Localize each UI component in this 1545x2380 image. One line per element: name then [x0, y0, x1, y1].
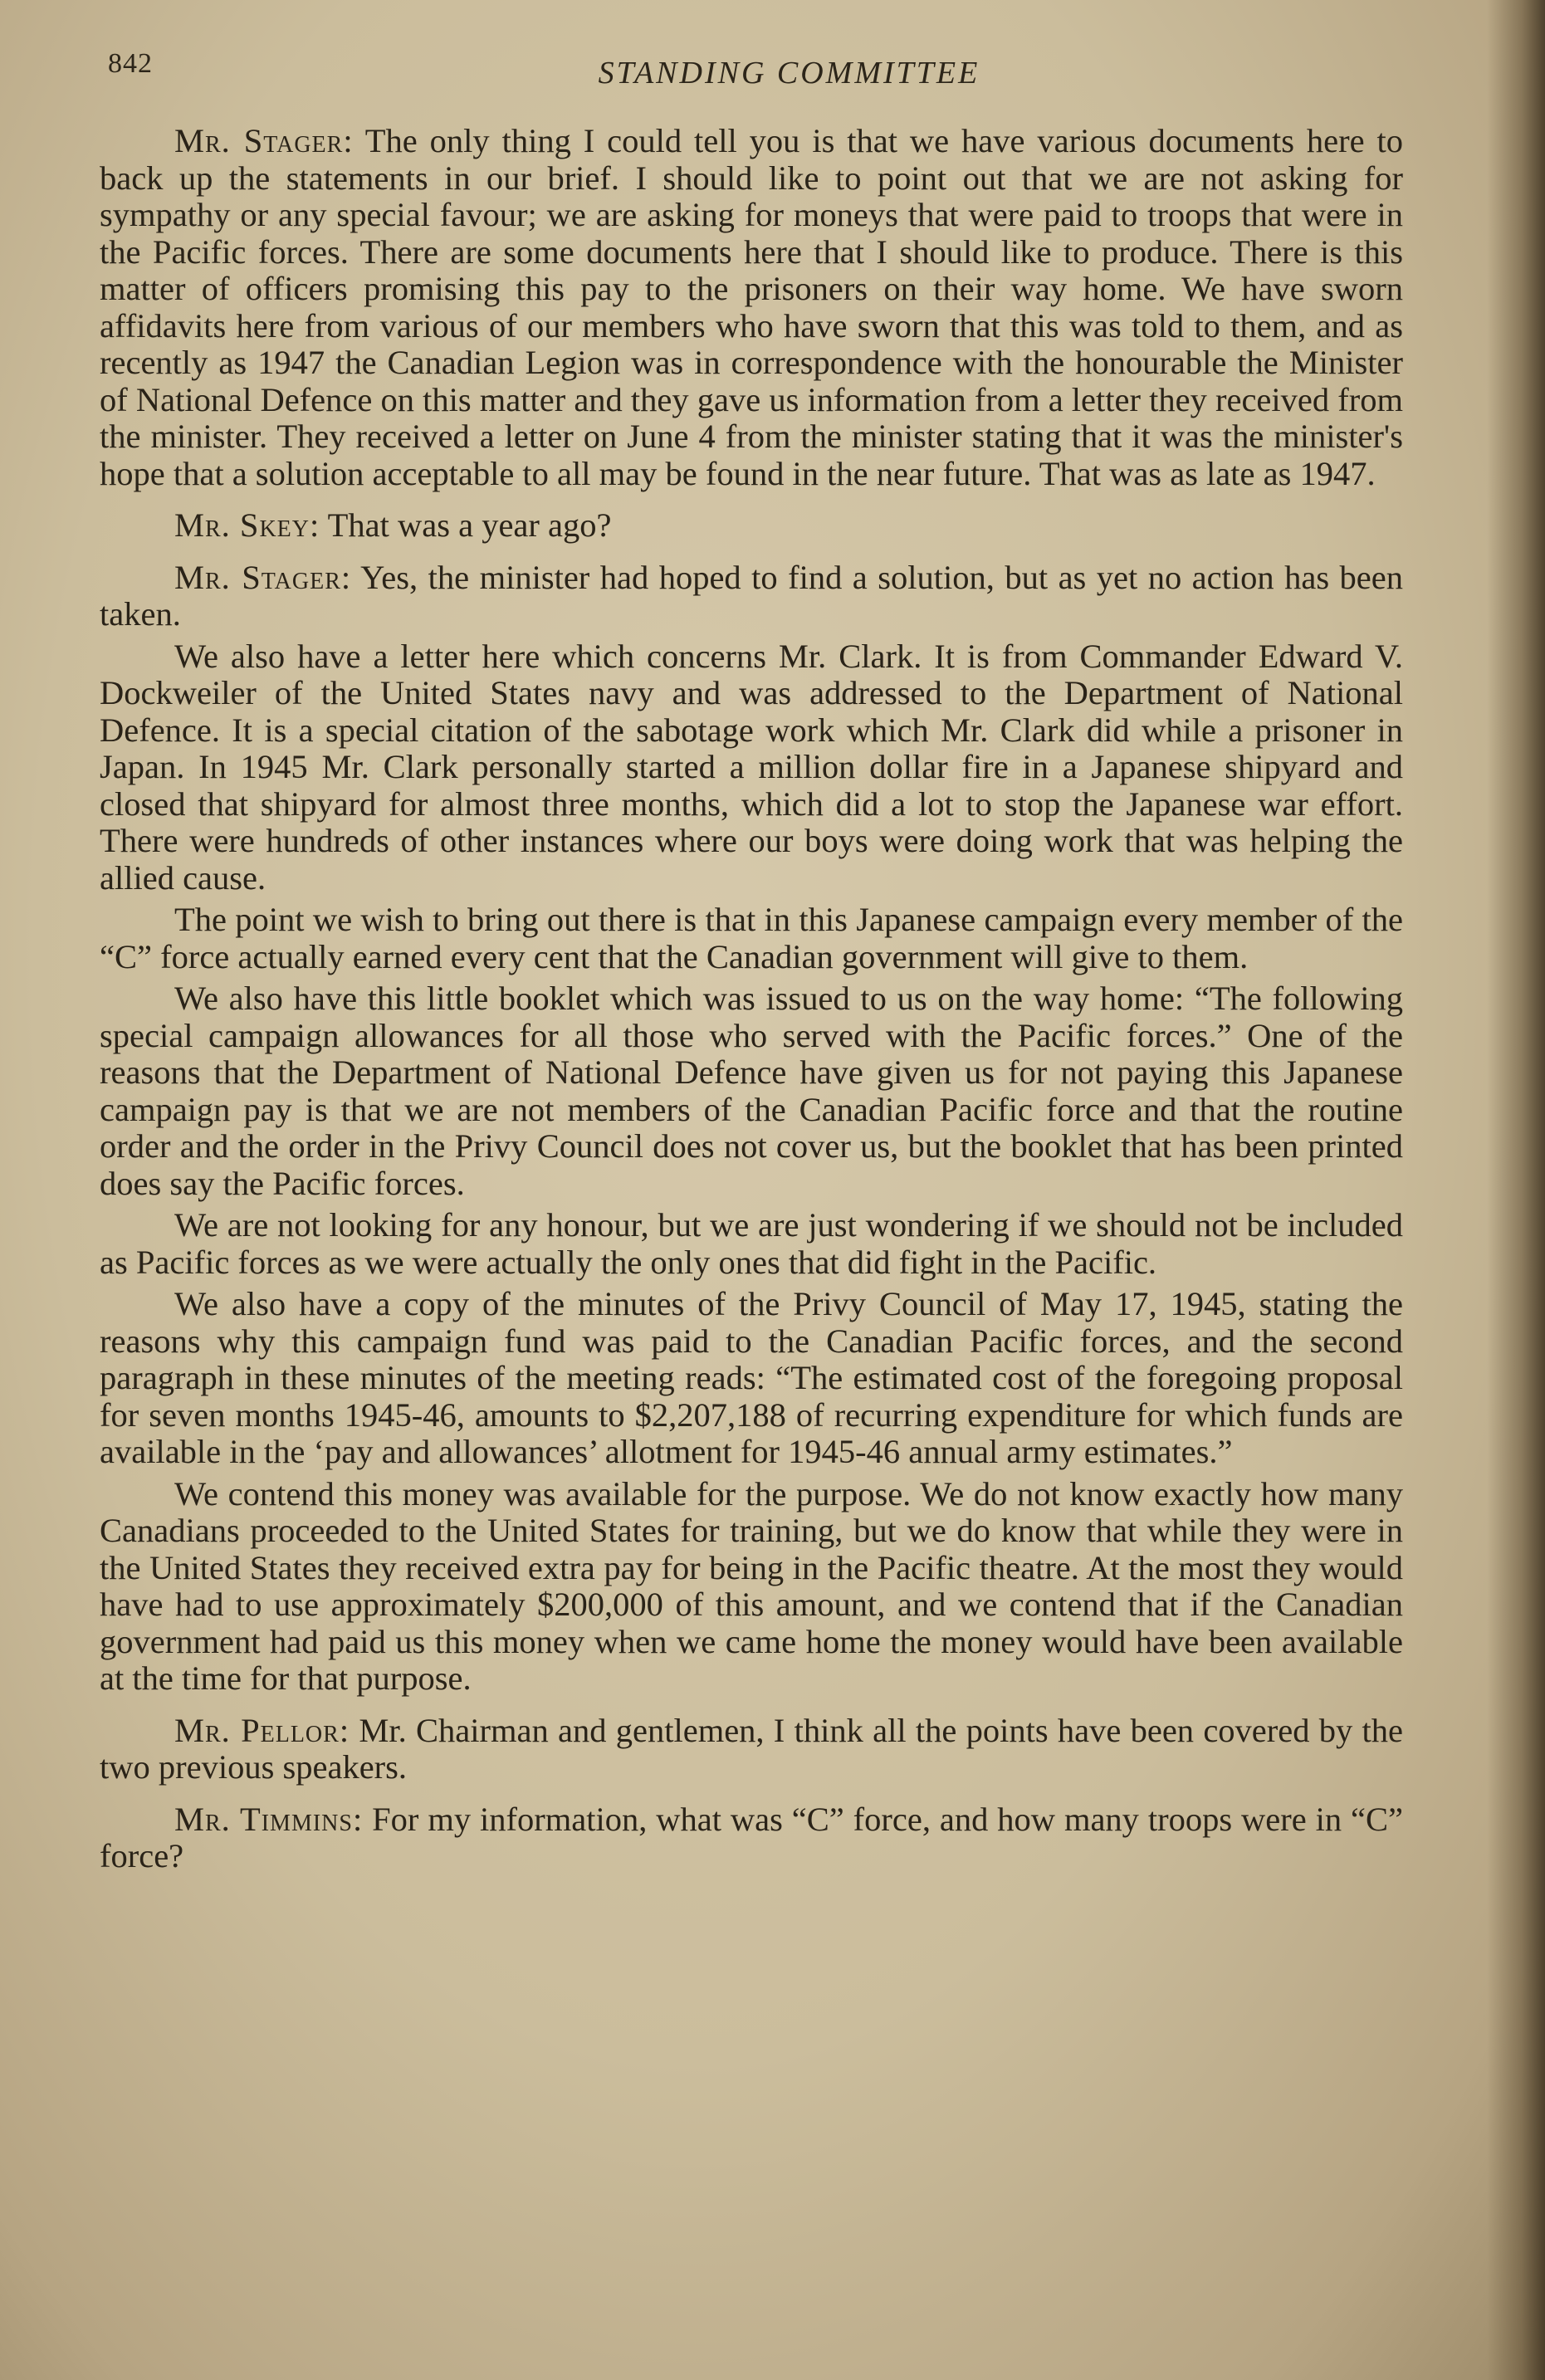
paragraph-text: For my information, what was “C” force, and how many troops were in “C” force? [100, 1800, 1403, 1874]
page-number: 842 [108, 48, 153, 79]
speaker-name: Mr. Timmins: [174, 1800, 364, 1838]
paragraph-text: The only thing I could tell you is that we have various documents here to back up the statements in our brief. I should like to point out that we are not asking for sympathy or any special favour; we are asking for moneys that were paid to troops that were in the Pacific forces. There are some documents here that I should like to produce. There is this matter of officers promising this pay to the prisoners on their way home. We have sworn affidavits here from various of our members who have sworn that this was told to them, and as recently as 1947 the Canadian Legion was in correspondence with the honourable the Minister of National Defence on this matter and they gave us information from a letter they received from the minister. They received a letter on June 4 from the minister stating that it was the minister's hope that a solution acceptable to all may be found in the near future. That was as late as 1947. [100, 122, 1403, 492]
paragraph-text: Mr. Chairman and gentlemen, I think all the points have been covered by the two previous speakers. [100, 1711, 1404, 1786]
paragraph-7 [100, 1207, 1403, 1281]
page-edge-shadow [1487, 0, 1545, 2380]
paragraph-1 [100, 123, 1403, 492]
running-title: STANDING COMMITTEE [598, 56, 980, 90]
paragraph-2 [100, 507, 1403, 545]
speaker-name: Mr. Skey: [174, 506, 320, 544]
speaker-name: Mr. Stager: [174, 558, 352, 596]
paragraph-text: We also have a letter here which concerns Mr. Clark. It is from Commander Edward V. Dockweiler of the United States navy and was addressed to the Department of National Defence. It is a special citation of the sabotage work which Mr. Clark did while a prisoner in Japan. In 1945 Mr. Clark personally started a million dollar fire in a Japanese shipyard and closed that shipyard for almost three months, which did a lot to stop the Japanese war effort. There were hundreds of other instances where our boys were doing work that was helping the allied cause. [100, 637, 1403, 897]
paragraph-text: That was a year ago? [320, 506, 612, 544]
paragraph-9 [100, 1476, 1403, 1698]
paragraph-text: We also have this little booklet which was issued to us on the way home: “The following special campaign allowances for all those who served with the Pacific forces.” One of the reasons that the Department of National Defence have given us for not paying this Japanese campaign pay is that we are not members of the Canadian Pacific force and that the routine order and the order in the Privy Council does not cover us, but the booklet that has been printed does say the Pacific forces. [100, 980, 1403, 1202]
paragraph-text: We are not looking for any honour, but we are just wondering if we should not be included as Pacific forces as we were actually the only ones that did fight in the Pacific. [100, 1206, 1403, 1281]
paragraph-3 [100, 560, 1403, 633]
transcript-body [100, 123, 1403, 1890]
paragraph-text: We also have a copy of the minutes of the Privy Council of May 17, 1945, stating the reasons why this campaign fund was paid to the Canadian Pacific forces, and the second paragraph in these minutes of the meeting reads: “The estimated cost of the foregoing proposal for seven months 1945-46, amounts to $2,207,188 of recurring expenditure for which funds are available in the ‘pay and allowances’ allotment for 1945-46 annual army estimates.” [100, 1285, 1403, 1470]
paragraph-text: The point we wish to bring out there is that in this Japanese campaign every member of the “C” force actually earned every cent that the Canadian government will give to them. [100, 901, 1403, 975]
paragraph-10 [100, 1713, 1403, 1786]
paragraph-4 [100, 638, 1403, 897]
speaker-name: Mr. Pellor: [174, 1711, 350, 1749]
paragraph-11 [100, 1801, 1403, 1875]
paragraph-text: We contend this money was available for the purpose. We do not know exactly how many Canadians proceeded to the United States for training, but we do know that while they were in the United States they received extra pay for being in the Pacific theatre. At the most they would have had to use approximately $200,000 of this amount, and we contend that if the Canadian government had paid us this money when we came home the money would have been available at the time for that purpose. [100, 1474, 1403, 1697]
paragraph-text: Yes, the minister had hoped to find a solution, but as yet no action has been taken. [100, 558, 1404, 633]
paragraph-8 [100, 1286, 1403, 1471]
paragraph-5 [100, 902, 1403, 975]
paragraph-6 [100, 980, 1403, 1202]
speaker-name: Mr. Stager: [174, 122, 354, 159]
